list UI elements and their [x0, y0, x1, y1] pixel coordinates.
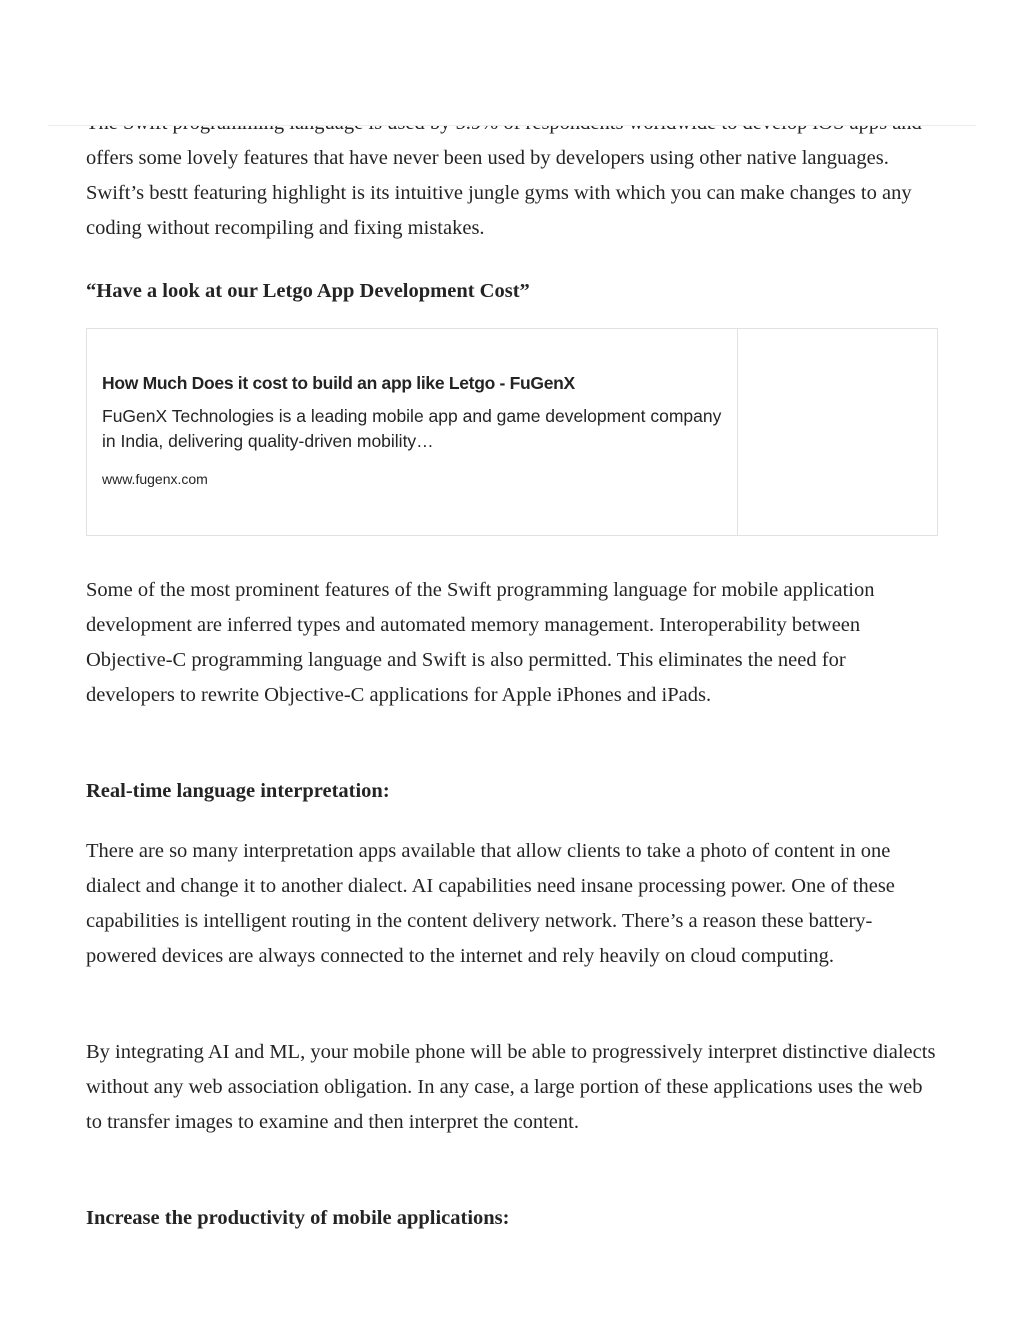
section-heading-productivity: [86, 1201, 936, 1236]
section-realtime-1: [86, 834, 936, 974]
paragraph-swift-intro: offers some lovely features that have never been used by developers using other native languages. Swift’s bestt featuring highlight is its intuitive jungle gyms with which you can make changes to any coding without recompiling and fixing mistakes.: [86, 147, 912, 239]
top-navigation-bar: [0, 0, 1024, 125]
section-features: [86, 573, 936, 713]
link-preview-url: www.fugenx.com: [102, 471, 208, 487]
top-bar-divider: [48, 125, 976, 126]
link-preview-title: How Much Does it cost to build an app like Letgo - FuGenX: [102, 373, 575, 393]
article-body: [86, 106, 936, 246]
section-heading-realtime: [86, 774, 936, 809]
link-preview-text: [87, 329, 737, 535]
link-preview-description: FuGenX Technologies is a leading mobile app and game development company in India, delivering quality-driven mobility…: [102, 406, 722, 451]
quote-block: [86, 274, 936, 309]
link-preview-card[interactable]: [86, 328, 938, 536]
quote-heading: “Have a look at our Letgo App Development Cost”: [86, 280, 530, 302]
link-preview-thumbnail: [737, 329, 937, 535]
paragraph-swift-features: Some of the most prominent features of the Swift programming language for mobile application development are inferred types and automated memory management. Interoperability between Objective-C programming language and Swift is also permitted. This eliminates the need for developers to rewrite Objective-C applications for Apple iPhones and iPads.: [86, 579, 875, 706]
heading-realtime-interpretation: Real-time language interpretation:: [86, 780, 390, 802]
heading-productivity: Increase the productivity of mobile applications:: [86, 1207, 510, 1229]
section-realtime-2: [86, 1035, 936, 1140]
paragraph-realtime-1: There are so many interpretation apps available that allow clients to take a photo of content in one dialect and change it to another dialect. AI capabilities need insane processing power. One of these capabilities is intelligent routing in the content delivery network. There’s a reason these battery-powered devices are always connected to the internet and rely heavily on cloud computing.: [86, 840, 895, 967]
paragraph-realtime-2: By integrating AI and ML, your mobile phone will be able to progressively interpret distinctive dialects without any web association obligation. In any case, a large portion of these applications uses the web to transfer images to examine and then interpret the content.: [86, 1041, 936, 1133]
